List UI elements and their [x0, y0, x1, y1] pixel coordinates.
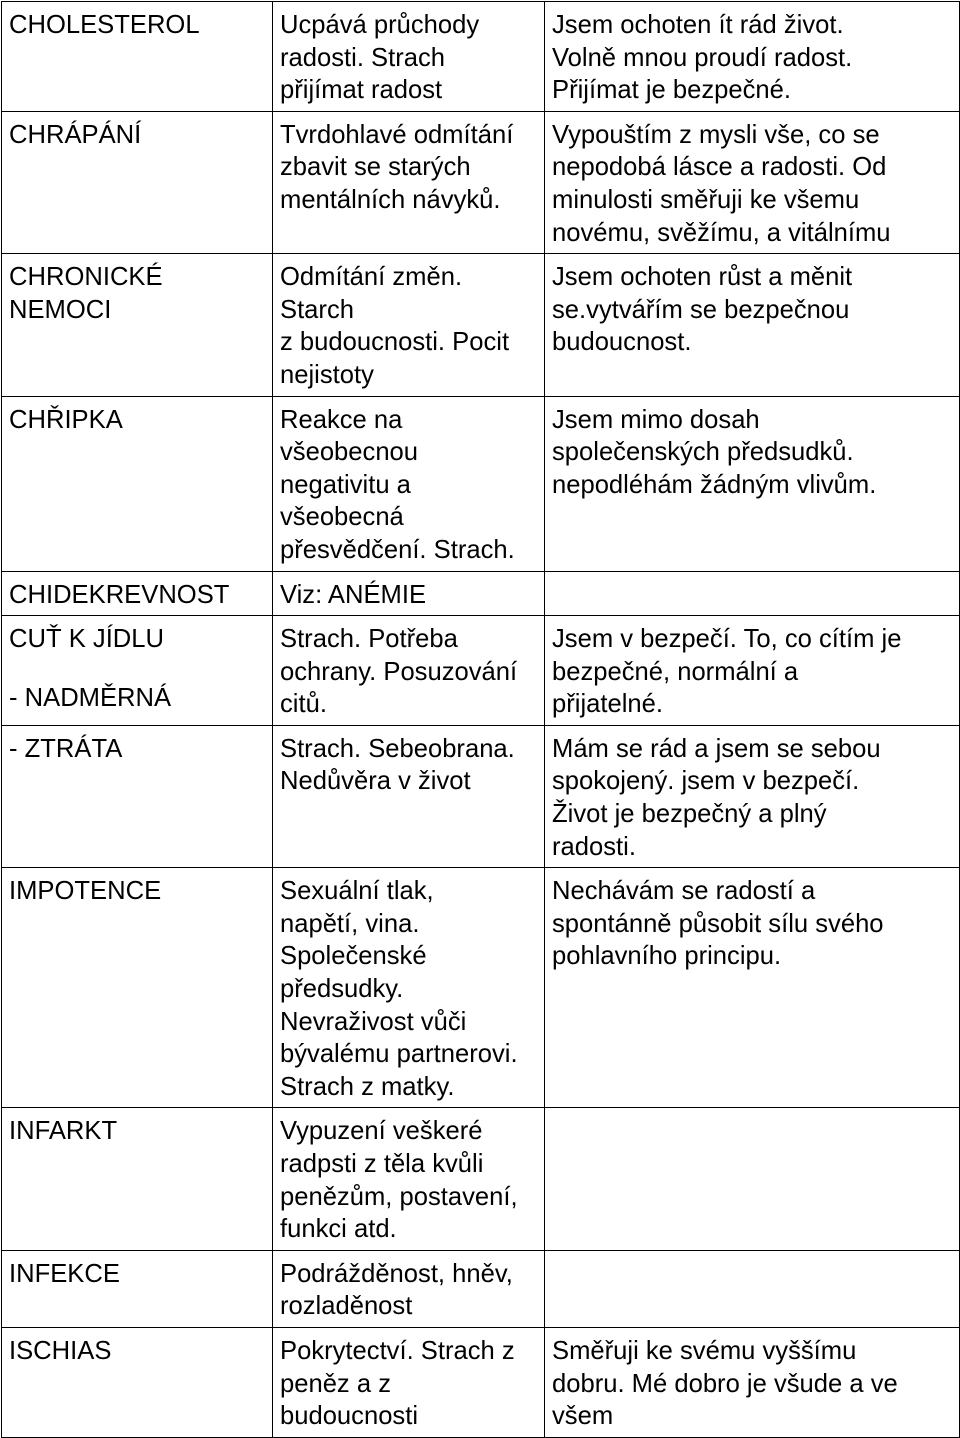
- table-row: [2, 2, 960, 112]
- disease-cause-text: Pokrytectví. Strach z peněz a z budoucnosti: [280, 1336, 515, 1431]
- disease-name-text: CHRONICKÉ NEMOCI: [9, 263, 163, 324]
- disease-cause-text: Sexuální tlak, napětí, vina. Společenské předsudky. Nevraživost vůči bývalému partnerovi. Strach z matky.: [280, 877, 518, 1101]
- disease-affirmation-text: Jsem ochoten růst a měnit se.vytvářím se bezpečnou budoucnost.: [552, 263, 853, 357]
- disease-affirmation: [545, 396, 960, 571]
- disease-name: [2, 1327, 273, 1437]
- table-row: [2, 571, 960, 616]
- disease-affirmation: [545, 868, 960, 1108]
- table-row: [2, 396, 960, 571]
- disease-name-text: CHRÁPÁNÍ: [9, 120, 142, 149]
- disease-name: [2, 2, 273, 112]
- disease-name-text: IMPOTENCE: [9, 877, 162, 906]
- disease-name-text: INFEKCE: [9, 1259, 120, 1288]
- disease-cause-text: Tvrdohlavé odmítání zbavit se starých mentálních návyků.: [280, 120, 514, 214]
- disease-affirmation-text: Jsem ochoten ít rád život. Volně mnou proudí radost. Přijímat je bezpečné.: [552, 11, 853, 105]
- disease-affirmation-text: Jsem v bezpečí. To, co cítím je bezpečné, normální a přijatelné.: [552, 625, 902, 719]
- disease-name-text: CHŘIPKA: [9, 405, 123, 434]
- disease-subname-text: - NADMĚRNÁ: [9, 683, 172, 712]
- disease-name: [2, 725, 273, 867]
- disease-cause-text: Odmítání změn. Starch z budoucnosti. Pocit nejistoty: [280, 263, 510, 389]
- disease-affirmation: [545, 1327, 960, 1437]
- disease-cause: [273, 1327, 545, 1437]
- disease-name: [2, 111, 273, 253]
- disease-affirmation: [545, 571, 960, 616]
- disease-affirmation-text: Mám se rád a jsem se sebou spokojený. jsem v bezpečí. Život je bezpečný a plný radosti.: [552, 734, 881, 861]
- disease-cause: [273, 396, 545, 571]
- disease-cause: [273, 868, 545, 1108]
- disease-name: [2, 396, 273, 571]
- disease-cause: [273, 725, 545, 867]
- disease-affirmation: [545, 725, 960, 867]
- disease-name: [2, 868, 273, 1108]
- table-row: [2, 1250, 960, 1327]
- table-row: [2, 1108, 960, 1250]
- disease-cause: [273, 616, 545, 726]
- disease-affirmation-text: Směřuji ke svému vyššímu dobru. Mé dobro je všude a ve všem: [552, 1336, 898, 1431]
- disease-cause: [273, 571, 545, 616]
- disease-cause: [273, 2, 545, 112]
- disease-affirmation-text: Nechávám se radostí a spontánně působit sílu svého pohlavního principu.: [552, 877, 884, 971]
- diseases-table: [1, 1, 960, 1438]
- table-row: [2, 616, 960, 726]
- table-row: [2, 1327, 960, 1437]
- disease-cause-text: Vypuzení veškeré radpsti z těla kvůli penězům, postavení, funkci atd.: [280, 1117, 518, 1244]
- disease-name-text: CHIDEKREVNOST: [9, 580, 230, 609]
- disease-name-text: CHOLESTEROL: [9, 11, 200, 39]
- disease-affirmation: [545, 1108, 960, 1250]
- disease-cause-text: Strach. Sebeobrana. Nedůvěra v život: [280, 734, 515, 796]
- disease-affirmation: [545, 254, 960, 396]
- disease-affirmation-text: Jsem mimo dosah společenských předsudků. nepodléhám žádným vlivům.: [552, 405, 877, 499]
- disease-cause: [273, 1108, 545, 1250]
- disease-cause-text: Strach. Potřeba ochrany. Posuzování citů.: [280, 625, 518, 719]
- table-row: [2, 725, 960, 867]
- disease-name-text: INFARKT: [9, 1117, 118, 1146]
- disease-affirmation: [545, 2, 960, 112]
- disease-cause-text: Ucpává průchody radosti. Strach přijímat radost: [280, 11, 480, 105]
- disease-cause-text: Viz: ANÉMIE: [280, 580, 427, 609]
- disease-name-text: - ZTRÁTA: [9, 734, 123, 763]
- table-row: [2, 254, 960, 396]
- disease-cause: [273, 1250, 545, 1327]
- disease-name-text: CUŤ K JÍDLU: [9, 625, 164, 654]
- disease-cause-text: Podrážděnost, hněv, rozladěnost: [280, 1259, 513, 1321]
- disease-name: [2, 254, 273, 396]
- table-row: [2, 111, 960, 253]
- disease-name-text: ISCHIAS: [9, 1336, 112, 1365]
- disease-name: [2, 616, 273, 726]
- disease-name: [2, 1108, 273, 1250]
- disease-affirmation: [545, 1250, 960, 1327]
- disease-name: [2, 1250, 273, 1327]
- disease-affirmation: [545, 616, 960, 726]
- table-row: [2, 868, 960, 1108]
- disease-cause: [273, 111, 545, 253]
- disease-cause-text: Reakce na všeobecnou negativitu a všeobecná přesvědčení. Strach.: [280, 405, 515, 564]
- disease-name: [2, 571, 273, 616]
- disease-cause: [273, 254, 545, 396]
- disease-affirmation-text: Vypouštím z mysli vše, co se nepodobá lásce a radosti. Od minulosti směřuji ke všemu novému, svěžímu, a vitálnímu: [552, 120, 891, 247]
- disease-affirmation: [545, 111, 960, 253]
